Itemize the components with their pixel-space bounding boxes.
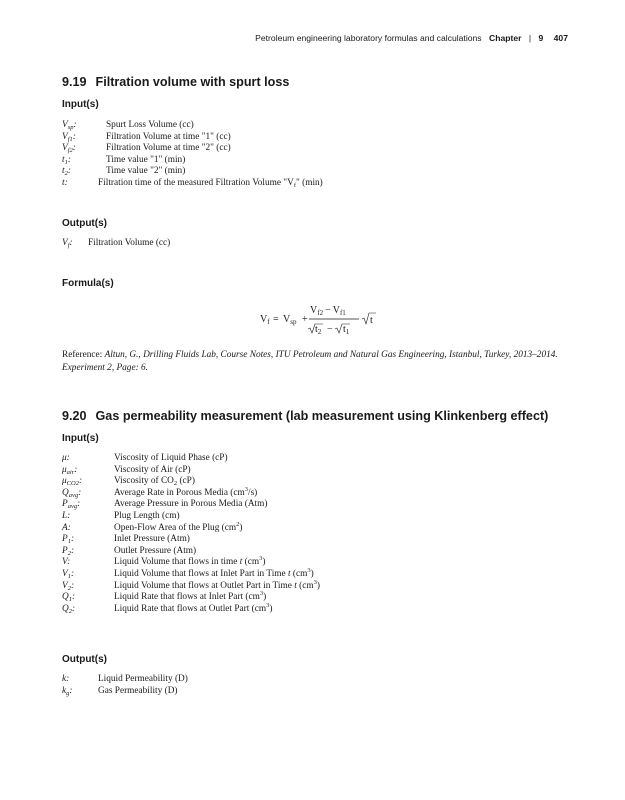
variable-row (62, 546, 320, 558)
variable-description: Filtration Volume at time "1" (cc) (106, 131, 231, 142)
variable-description: Liquid Volume that flows at Inlet Part in Time t $(cm^3)$ (114, 566, 314, 579)
variable-symbol: $V_1$: (62, 568, 75, 580)
formula-heading: Formula(s) (62, 278, 114, 289)
variable-description: Filtration Volume (cc) (88, 238, 171, 248)
section-9-20-heading (62, 409, 548, 423)
variable-symbol: t: (62, 177, 68, 188)
variable-row (62, 499, 320, 511)
variable-row (62, 485, 320, 500)
variable-symbol: $Q_{avg}$: (62, 487, 82, 499)
header-separator: | (528, 33, 532, 43)
variable-row (62, 120, 323, 132)
reference-citation: Altun, G., Drilling Fluids Lab, Course Notes, ITU Petroleum and Natural Gas Engineering, Istanbul, Turkey, 2013–2014. Experiment 2, Page: 6. (62, 350, 558, 373)
variable-description: Liquid Permeability (D) (98, 674, 188, 684)
variable-symbol: $V_2$: (62, 580, 75, 592)
reference-label: Reference: (62, 350, 103, 360)
inputs-heading: Input(s) (62, 433, 99, 444)
section-9-20-input-list (62, 453, 320, 615)
section-title: Gas permeability measurement (lab measurement using Klinkenberg effect) (95, 409, 549, 423)
variable-row (62, 566, 320, 581)
variable-row (62, 578, 320, 593)
variable-symbol: k: (62, 674, 70, 684)
chapter-label: Chapter (488, 33, 522, 43)
variable-description: Viscosity of $CO_2$ (cP) (114, 476, 195, 488)
variable-symbol: A: (62, 522, 71, 533)
variable-row (62, 238, 170, 250)
variable-symbol: $V_{sp}$: (62, 120, 77, 131)
section-number: 9.20 (62, 409, 87, 423)
variable-symbol: $V_{f2}$: (62, 143, 76, 155)
variable-symbol: $P_{avg}$: (62, 499, 81, 511)
running-title: Petroleum engineering laboratory formulas and calculations (255, 33, 482, 43)
variable-symbol: $Q_2$: (62, 603, 76, 615)
variable-row (62, 557, 320, 569)
reference (62, 349, 567, 374)
variable-description: Average Rate in Porous Media $(cm^3/s)$ (114, 485, 258, 498)
running-header (255, 33, 568, 43)
variable-symbol: $Q_1$: (62, 592, 76, 604)
variable-description: Spurt Loss Volume (cc) (106, 120, 194, 130)
variable-description: Filtration Volume at time "2" (cc) (106, 143, 231, 154)
variable-description: Gas Permeability (D) (98, 685, 178, 696)
section-title: Filtration volume with spurt loss (95, 75, 290, 89)
variable-row (62, 155, 323, 167)
section-number: 9.19 (62, 75, 87, 89)
variable-description: Open-Flow Area of the Plug $(cm^2)$ (114, 520, 243, 533)
formula-numerator: $V_{f2} - V_{f1}$ (310, 305, 346, 317)
variable-description: Inlet Pressure (Atm) (114, 534, 190, 545)
variable-symbol: $P_1$: (62, 534, 75, 546)
variable-row (62, 534, 320, 546)
section-9-19-input-list (62, 120, 323, 190)
variable-row (62, 178, 323, 190)
variable-row (62, 511, 320, 523)
formula-plus: + (302, 314, 308, 325)
formula-den-b: $t_1$ (343, 324, 350, 336)
variable-row (62, 520, 320, 535)
variable-description: Average Pressure in Porous Media (Atm) (114, 499, 268, 510)
sqrt-sign (362, 313, 376, 324)
variable-symbol: $k_g$: (62, 685, 73, 697)
variable-row (62, 166, 323, 178)
section-9-19-output-list (62, 238, 170, 250)
variable-symbol: $\mu_{CO2}$: (62, 476, 83, 488)
variable-row (62, 143, 323, 155)
variable-description: Viscosity of Air (cP) (114, 464, 191, 475)
variable-symbol: $V_f$: (62, 238, 73, 249)
formula-lhs: $V_f$ (260, 314, 270, 326)
variable-description: Liquid Rate that flows at Inlet Part $(cm^3)$ (114, 590, 267, 603)
variable-symbol: μ: (62, 453, 70, 463)
variable-description: Filtration time of the measured Filtration Volume "$V_f$" (min) (98, 177, 323, 189)
variable-symbol: $t_2$: (62, 166, 71, 178)
inputs-heading: Input(s) (62, 99, 99, 110)
variable-row (62, 476, 320, 488)
formula-den-a: $t_2$ (315, 324, 322, 336)
variable-description: Time value "1" (min) (106, 154, 186, 165)
variable-symbol: $\mu_{air}$: (62, 464, 78, 476)
variable-row (62, 465, 320, 477)
variable-symbol: L: (62, 510, 71, 521)
variable-description: Outlet Pressure (Atm) (114, 545, 197, 556)
variable-row (62, 601, 320, 616)
variable-symbol: $P_2$: (62, 545, 75, 557)
section-9-20-output-list (62, 674, 188, 697)
variable-description: Time value "2" (min) (106, 166, 186, 177)
formula-den-minus: − (327, 324, 333, 335)
outputs-heading: Output(s) (62, 218, 107, 229)
variable-row (62, 674, 188, 686)
variable-symbol: $V_{f1}$: (62, 131, 76, 143)
page-number: 407 (553, 33, 568, 43)
variable-description: Liquid Volume that flows at Outlet Part in Time t $(cm^3)$ (114, 578, 320, 591)
variable-row (62, 132, 323, 144)
variable-row (62, 592, 320, 604)
section-9-19-heading (62, 75, 289, 89)
formula-spurt-term: $V_{sp}$ (283, 314, 297, 326)
variable-description: Viscosity of Liquid Phase (cP) (114, 453, 228, 463)
variable-symbol: V: (62, 557, 71, 568)
formula-tail: t (370, 315, 373, 326)
variable-row (62, 453, 320, 465)
formula-equals: = (273, 314, 279, 325)
variable-row (62, 686, 188, 698)
variable-description: Liquid Volume that flows in time t $(cm^3)$ (114, 555, 266, 568)
filtration-volume-formula (258, 298, 388, 338)
chapter-number: 9 (538, 33, 544, 43)
variable-symbol: $t_1$: (62, 154, 71, 166)
variable-description: Liquid Rate that flows at Outlet Part $(cm^3)$ (114, 601, 273, 614)
outputs-heading: Output(s) (62, 654, 107, 665)
variable-description: Plug Length (cm) (114, 510, 180, 521)
